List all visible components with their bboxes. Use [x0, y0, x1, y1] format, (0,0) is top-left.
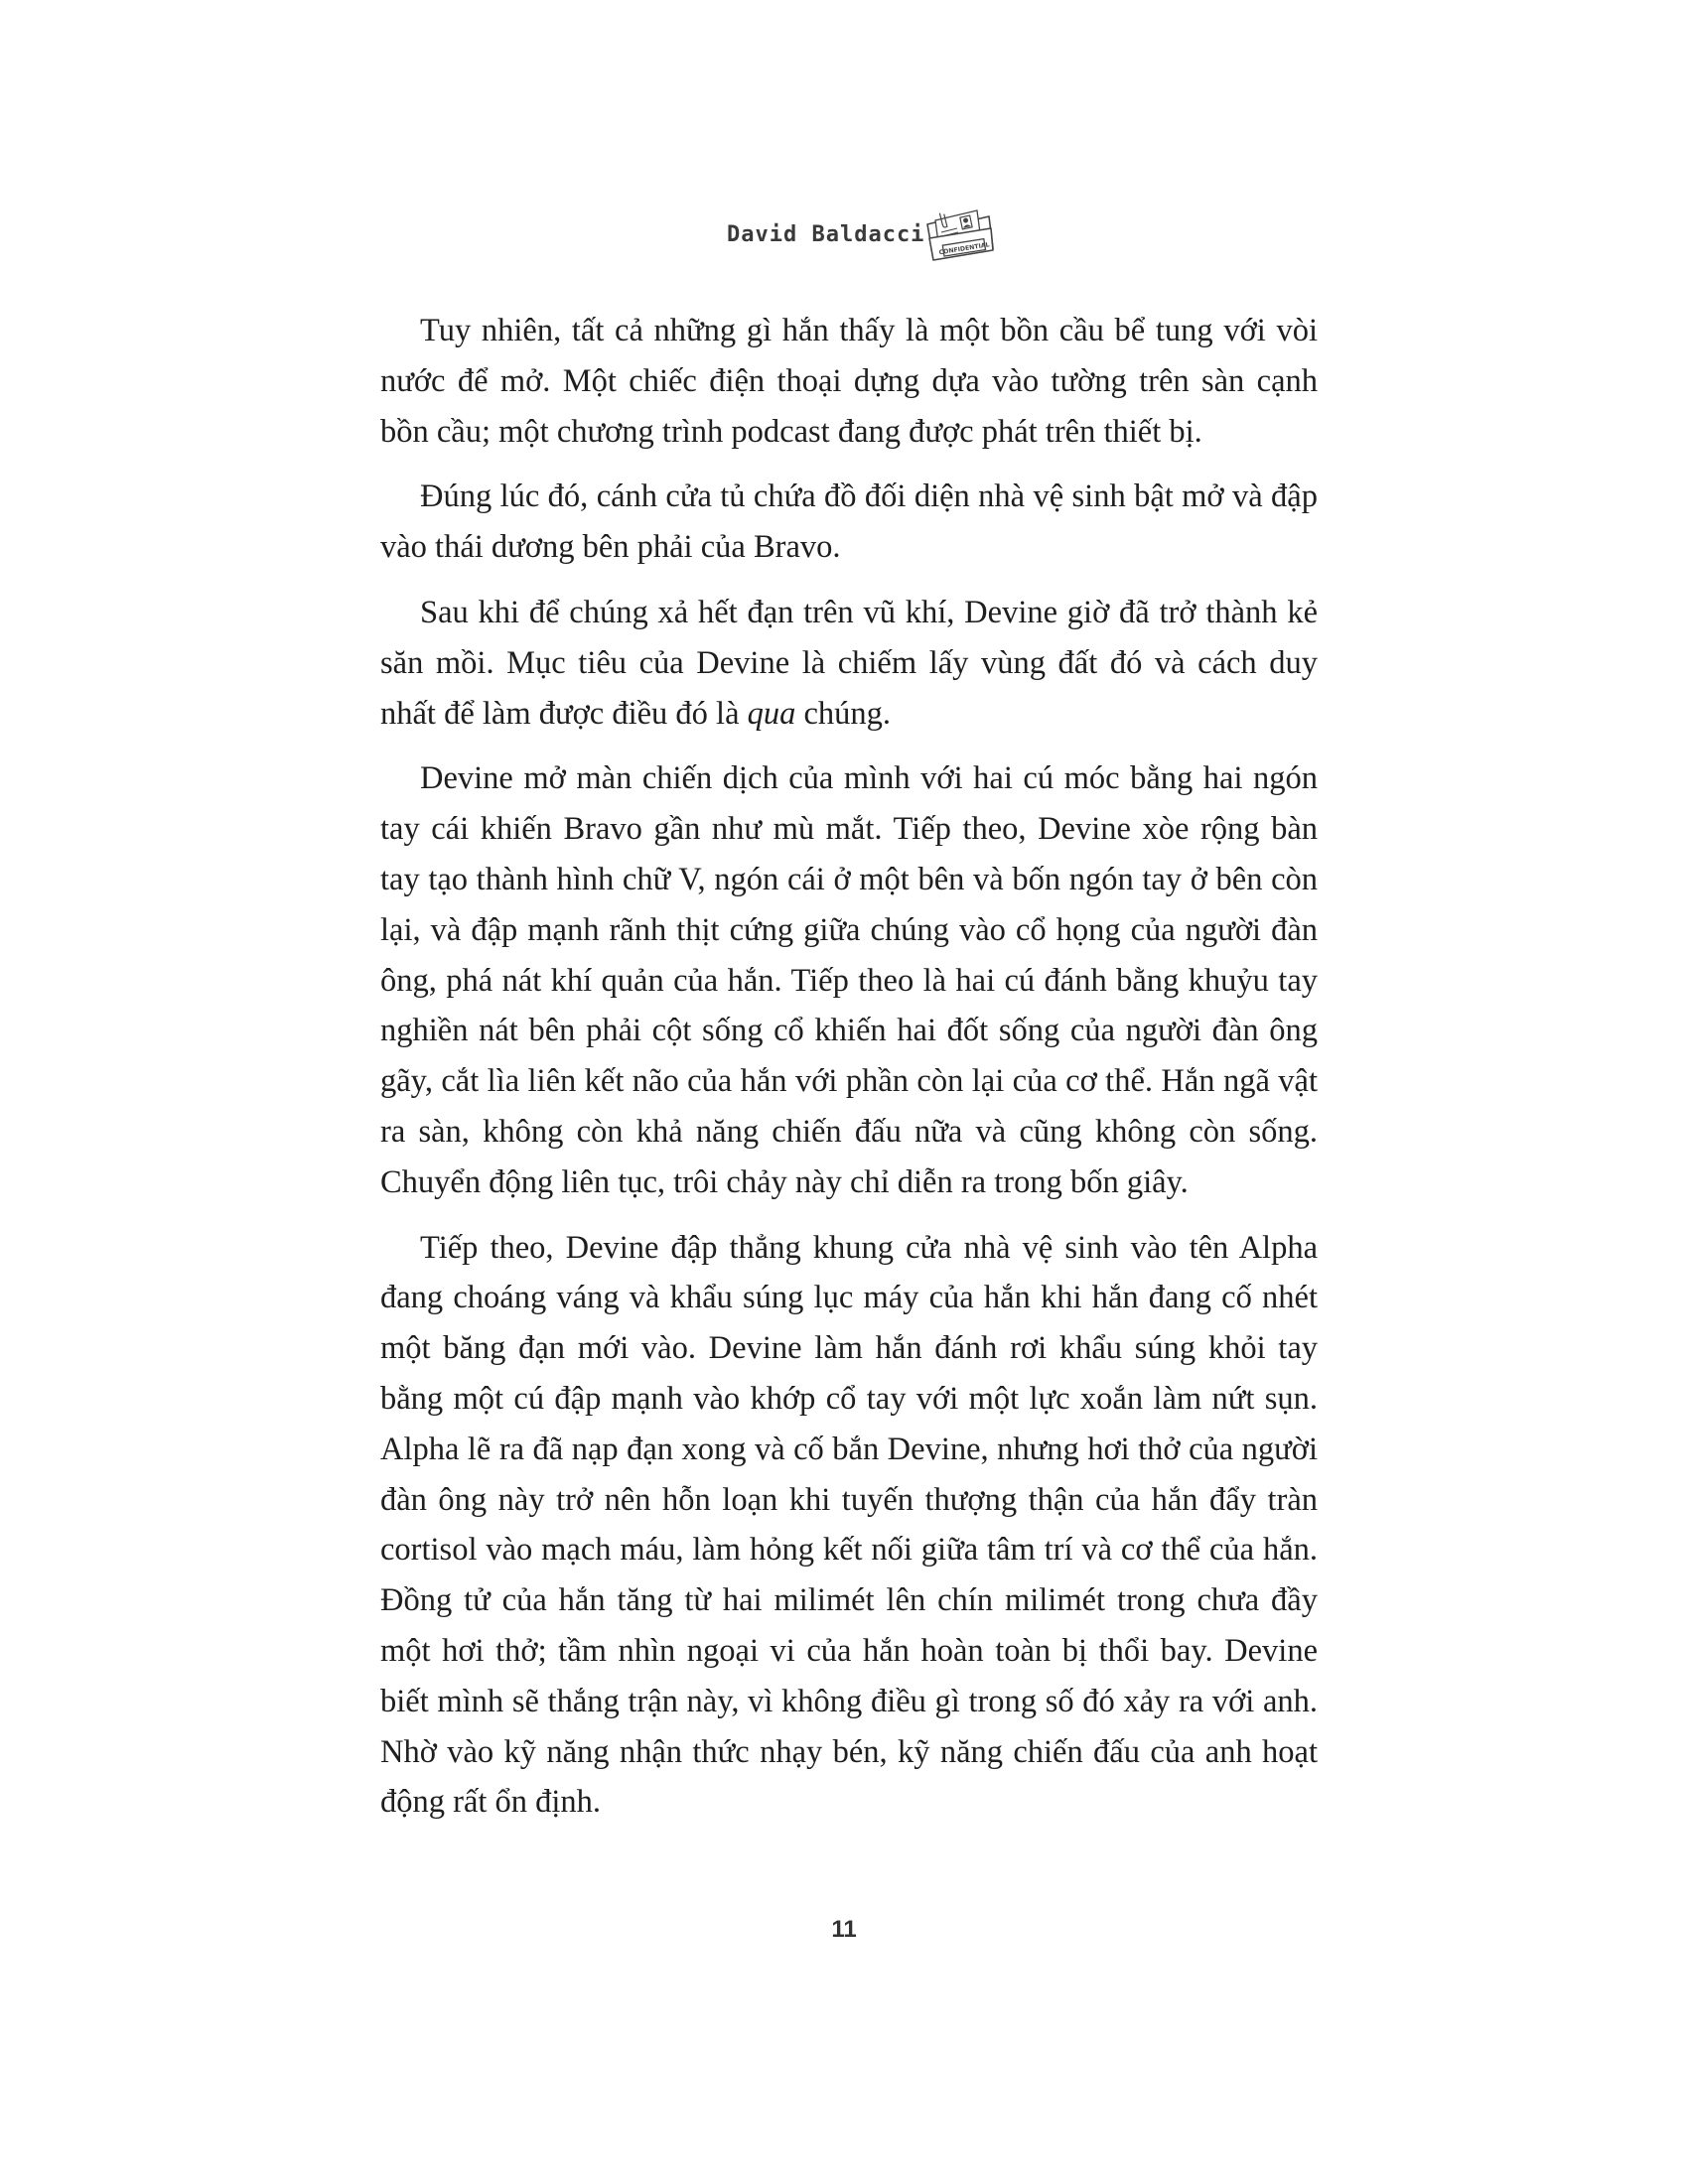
paragraph-3-start: Sau khi để chúng xả hết đạn trên vũ khí, Devine giờ đã trở thành kẻ săn mồi. Mục tiêu của Devine là chiếm lấy vùng đất đó và cách duy nhất để làm được điều đó là	[380, 594, 1318, 732]
paragraph-2: Đúng lúc đó, cánh cửa tủ chứa đồ đối diện nhà vệ sinh bật mở và đập vào thái dương bên phải của Bravo.	[380, 478, 1318, 566]
paragraph-4: Devine mở màn chiến dịch của mình với hai cú móc bằng hai ngón tay cái khiến Bravo gần như mù mắt. Tiếp theo, Devine xòe rộng bàn tay tạo thành hình chữ V, ngón cái ở một bên và bốn ngón tay ở bên còn lại, và đập mạnh rãnh thịt cứng giữa chúng vào cổ họng của người đàn ông, phá nát khí quản của hắn. Tiếp theo là hai cú đánh bằng khuỷu tay nghiền nát bên phải cột sống cổ khiến hai đốt sống của người đàn ông gãy, cắt lìa liên kết não của hắn với phần còn lại của cơ thể. Hắn ngã vật ra sàn, không còn khả năng chiến đấu nữa và cũng không còn sống. Chuyển động liên tục, trôi chảy này chỉ diễn ra trong bốn giây.	[380, 760, 1318, 1200]
paragraph-3	[380, 588, 1318, 739]
confidential-folder-icon	[921, 205, 997, 266]
paragraph-1: Tuy nhiên, tất cả những gì hắn thấy là một bồn cầu bể tung với vòi nước để mở. Một chiếc điện thoại dựng dựa vào tường trên sàn cạnh bồn cầu; một chương trình podcast đang được phát trên thiết bị.	[380, 313, 1318, 450]
paragraph-3-italic: qua	[747, 695, 796, 732]
running-header	[0, 205, 1688, 274]
header-author: David Baldacci	[727, 222, 925, 247]
svg-text:CONFIDENTIAL: CONFIDENTIAL	[938, 241, 991, 257]
paragraph-5: Tiếp theo, Devine đập thẳng khung cửa nhà vệ sinh vào tên Alpha đang choáng váng và khẩu súng lục máy của hắn khi hắn đang cố nhét một băng đạn mới vào. Devine làm hắn đánh rơi khẩu súng khỏi tay bằng một cú đập mạnh vào khớp cổ tay với một lực xoắn làm nứt sụn. Alpha lẽ ra đã nạp đạn xong và cố bắn Devine, nhưng hơi thở của người đàn ông này trở nên hỗn loạn khi tuyến thượng thận của hắn đẩy tràn cortisol vào mạch máu, làm hỏng kết nối giữa tâm trí và cơ thể của hắn. Đồng tử của hắn tăng từ hai milimét lên chín milimét trong chưa đầy một hơi thở; tầm nhìn ngoại vi của hắn hoàn toàn bị thổi bay. Devine biết mình sẽ thắng trận này, vì không điều gì trong số đó xảy ra với anh. Nhờ vào kỹ năng nhận thức nhạy bén, kỹ năng chiến đấu của anh hoạt động rất ổn định.	[380, 1229, 1318, 1821]
page-number: 11	[831, 1916, 857, 1943]
paragraph-3-end: chúng.	[795, 695, 892, 732]
body-text	[380, 306, 1318, 1843]
